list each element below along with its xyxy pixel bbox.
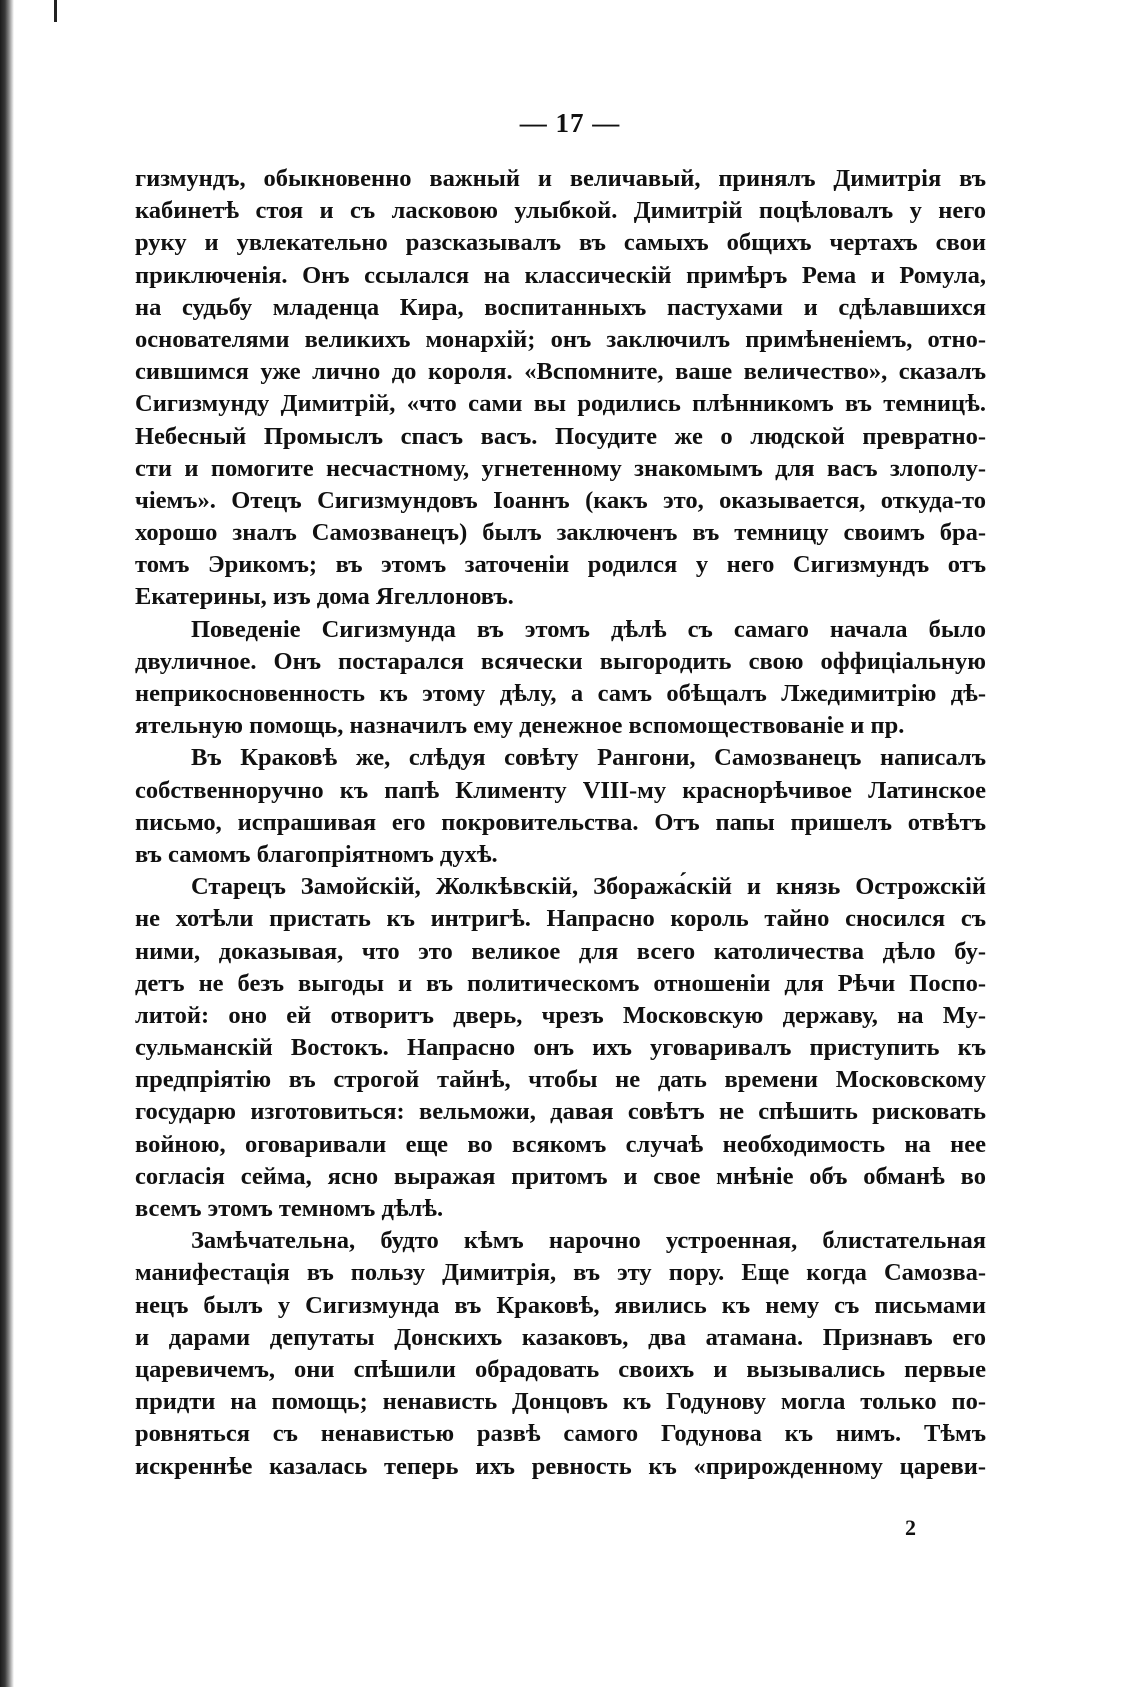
text-line: сившимся уже лично до короля. «Вспомните, ваше величество», сказалъ bbox=[135, 358, 986, 386]
page-number: — 17 — bbox=[519, 108, 621, 138]
scan-binding-edge bbox=[0, 0, 14, 1687]
text-line: Поведеніе Сигизмунда въ этомъ дѣлѣ съ самаго начала было bbox=[191, 615, 986, 643]
text-line: нецъ былъ у Сигизмунда въ Краковѣ, явились къ нему съ письмами bbox=[135, 1291, 986, 1319]
text-line: хорошо зналъ Самозванецъ) былъ заключенъ въ темницу своимъ бра- bbox=[135, 519, 986, 547]
text-line: Екатерины, изъ дома Ягеллоновъ. bbox=[135, 583, 514, 611]
text-line: литой: оно ей отворитъ дверь, чрезъ Московскую державу, на Му- bbox=[135, 1001, 986, 1029]
text-line: руку и увлекательно разсказывалъ въ самыхъ общихъ чертахъ свои bbox=[135, 229, 986, 257]
text-line: Въ Краковѣ же, слѣдуя совѣту Рангони, Самозванецъ написалъ bbox=[191, 744, 986, 772]
body-text bbox=[135, 163, 986, 1483]
text-line: войною, оговаривали еще во всякомъ случаѣ необходимость на нее bbox=[135, 1130, 986, 1158]
text-line: ятельную помощь, назначилъ ему денежное вспомоществованіе и пр. bbox=[135, 712, 905, 740]
text-line: томъ Эрикомъ; въ этомъ заточеніи родился у него Сигизмундъ отъ bbox=[135, 551, 986, 579]
text-line: кабинетѣ стоя и съ ласковою улыбкой. Димитрій поцѣловалъ у него bbox=[135, 197, 986, 225]
text-line: искреннѣе казалась теперь ихъ ревность къ «прирожденному цареви- bbox=[135, 1452, 986, 1480]
text-line: гизмундъ, обыкновенно важный и величавый, принялъ Димитрія въ bbox=[135, 165, 986, 192]
text-line: на судьбу младенца Кира, воспитанныхъ пастухами и сдѣлавшихся bbox=[135, 293, 986, 321]
text-line: двуличное. Онъ постарался всячески выгородить свою оффиціальную bbox=[135, 647, 986, 675]
text-line: Сигизмунду Димитрій, «что сами вы родились плѣнникомъ въ темницѣ. bbox=[135, 390, 986, 418]
printer-signature-mark: 2 bbox=[905, 1515, 916, 1540]
text-line: неприкосновенность къ этому дѣлу, а самъ обѣщалъ Лжедимитрію дѣ- bbox=[135, 680, 986, 707]
text-line: ними, доказывая, что это великое для всего католичества дѣло бу- bbox=[135, 937, 986, 965]
text-line: Старецъ Замойскій, Жолкѣвскій, Збоража́скій и князь Острожскій bbox=[191, 873, 986, 901]
scan-corner-mark bbox=[14, 0, 57, 22]
text-line: детъ не безъ выгоды и въ политическомъ отношеніи для Рѣчи Поспо- bbox=[135, 969, 986, 997]
text-line: приключенія. Онъ ссылался на классическій примѣръ Рема и Ромула, bbox=[135, 261, 986, 289]
text-line: основателями великихъ монархій; онъ заключилъ примѣненіемъ, отно- bbox=[135, 325, 986, 353]
text-line: и дарами депутаты Донскихъ казаковъ, два атамана. Признавъ его bbox=[135, 1323, 986, 1351]
text-line: чіемъ». Отецъ Сигизмундовъ Іоаннъ (какъ это, оказывается, откуда-то bbox=[135, 486, 986, 514]
text-line: ровняться съ ненавистью развѣ самого Годунова къ нимъ. Тѣмъ bbox=[135, 1420, 986, 1448]
text-line: государю изготовиться: вельможи, давая совѣтъ не спѣшить рисковать bbox=[135, 1098, 986, 1126]
text-line: манифестація въ пользу Димитрія, въ эту пору. Еще когда Самозва- bbox=[135, 1259, 986, 1287]
text-line: сти и помогите несчастному, угнетенному знакомымъ для васъ злополу- bbox=[135, 454, 986, 482]
text-line: письмо, испрашивая его покровительства. Отъ папы пришелъ отвѣтъ bbox=[135, 808, 986, 836]
text-line: всемъ этомъ темномъ дѣлѣ. bbox=[135, 1195, 444, 1222]
text-line: Небесный Промыслъ спасъ васъ. Посудите же о людской превратно- bbox=[135, 422, 986, 450]
text-line: царевичемъ, они спѣшили обрадовать своихъ и вызывались первые bbox=[135, 1355, 986, 1383]
text-line: согласія сейма, ясно выражая притомъ и свое мнѣніе объ обманѣ во bbox=[135, 1162, 986, 1190]
text-line: не хотѣли пристать къ интригѣ. Напрасно король тайно сносился съ bbox=[135, 905, 986, 933]
text-line: собственноручно къ папѣ Клименту VIII-му краснорѣчивое Латинское bbox=[135, 776, 986, 804]
text-line: предпріятію въ строгой тайнѣ, чтобы не дать времени Московскому bbox=[135, 1066, 986, 1094]
text-line: Замѣчательна, будто кѣмъ нарочно устроенная, блистательная bbox=[191, 1227, 986, 1255]
text-line: придти на помощь; ненависть Донцовъ къ Годунову могла только по- bbox=[135, 1388, 986, 1416]
text-line: въ самомъ благопріятномъ духѣ. bbox=[135, 840, 498, 868]
text-line: сульманскій Востокъ. Напрасно онъ ихъ уговаривалъ приступить къ bbox=[135, 1034, 986, 1062]
